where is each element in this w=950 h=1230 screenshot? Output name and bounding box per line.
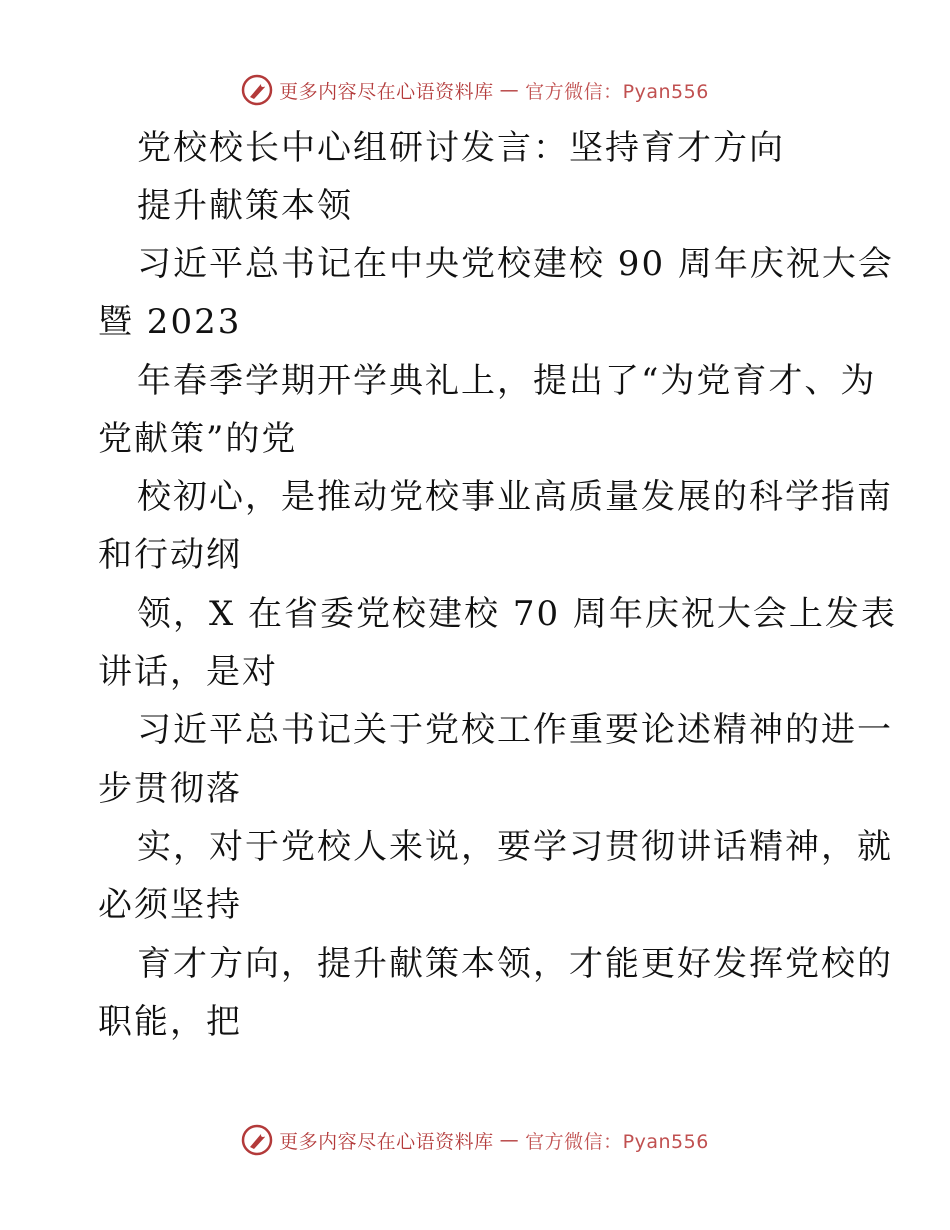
watermark-separator: — <box>499 79 520 101</box>
paragraph-line: 暨 2023 <box>98 302 242 342</box>
watermark-main-text: 更多内容尽在心语资料库 <box>279 1130 494 1153</box>
watermark-wechat-text: 官方微信：Pyan556 <box>525 1130 709 1153</box>
watermark-wechat-text: 官方微信：Pyan556 <box>525 80 709 103</box>
pen-logo-icon <box>241 74 273 106</box>
paragraph-line: 领，X 在省委党校建校 70 周年庆祝大会上发表 <box>137 594 897 634</box>
paragraph-line: 年春季学期开学典礼上，提出了“为党育才、为 <box>137 361 877 401</box>
watermark-main-text: 更多内容尽在心语资料库 <box>279 80 494 103</box>
document-title-line-2: 提升献策本领 <box>137 186 353 226</box>
watermark-separator: — <box>499 1129 520 1151</box>
paragraph-line: 讲话，是对 <box>98 652 278 692</box>
paragraph-line: 育才方向，提升献策本领，才能更好发挥党校的 <box>137 944 893 984</box>
paragraph-line: 党献策”的党 <box>98 419 298 459</box>
paragraph-line: 和行动纲 <box>98 535 242 575</box>
header-watermark <box>0 70 950 110</box>
paragraph-line: 校初心，是推动党校事业高质量发展的科学指南 <box>137 477 893 517</box>
pen-logo-icon <box>241 1124 273 1156</box>
paragraph-line: 职能，把 <box>98 1002 242 1042</box>
footer-watermark <box>0 1120 950 1160</box>
paragraph-line: 习近平总书记在中央党校建校 90 周年庆祝大会 <box>137 244 894 284</box>
paragraph-line: 步贯彻落 <box>98 769 242 809</box>
paragraph-line: 必须坚持 <box>98 885 242 925</box>
paragraph-line: 实，对于党校人来说，要学习贯彻讲话精神，就 <box>137 827 893 867</box>
paragraph-line: 习近平总书记关于党校工作重要论述精神的进一 <box>137 710 893 750</box>
document-title-line-1: 党校校长中心组研讨发言：坚持育才方向 <box>137 128 785 168</box>
